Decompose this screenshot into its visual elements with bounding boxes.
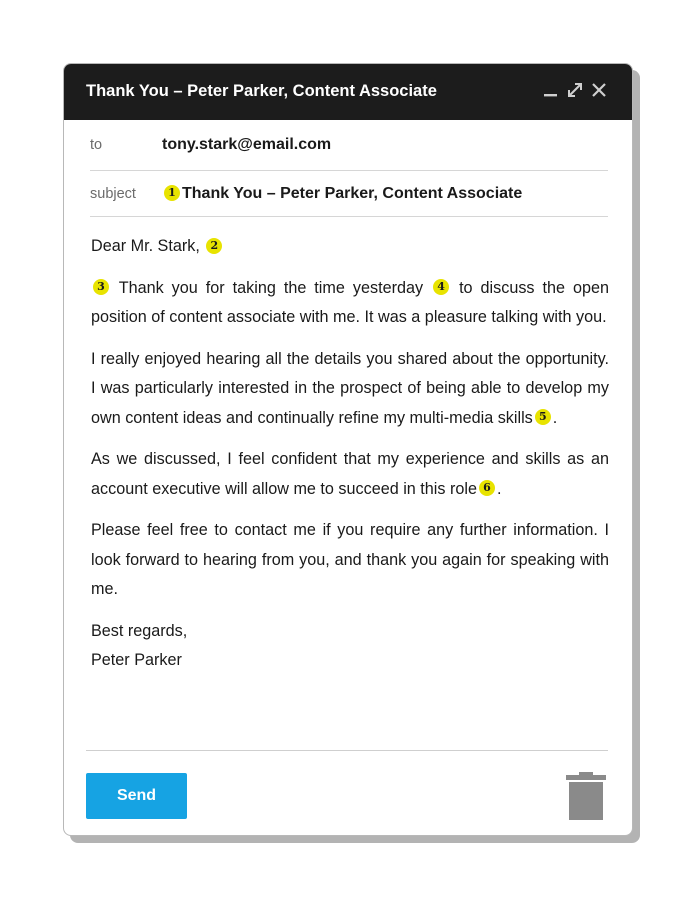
paragraph-3-end: . bbox=[497, 479, 502, 498]
minimize-icon[interactable] bbox=[542, 81, 560, 99]
paragraph-4 bbox=[91, 516, 609, 605]
message-body[interactable] bbox=[91, 232, 609, 688]
paragraph-3-text: As we discussed, I feel confident that my experience and skills as an account executive will allow me to succeed in this role bbox=[91, 450, 609, 498]
to-label: to bbox=[90, 137, 103, 153]
to-row[interactable] bbox=[90, 120, 608, 171]
subject-field[interactable] bbox=[162, 185, 522, 203]
trash-icon[interactable] bbox=[566, 772, 606, 820]
subject-row[interactable] bbox=[90, 172, 608, 217]
title-bar bbox=[64, 64, 632, 120]
footer-divider bbox=[86, 750, 608, 751]
paragraph-2-end: . bbox=[552, 408, 558, 427]
window-controls bbox=[542, 81, 608, 99]
annotation-badge: 2 bbox=[206, 238, 222, 254]
to-field[interactable]: tony.stark@email.com bbox=[162, 136, 332, 153]
subject-text: Thank You – Peter Parker, Content Associate bbox=[182, 185, 523, 202]
signature: Peter Parker bbox=[91, 651, 182, 669]
annotation-badge: 1 bbox=[164, 185, 180, 201]
send-button[interactable]: Send bbox=[86, 773, 187, 819]
annotation-badge: 4 bbox=[433, 279, 449, 295]
paragraph-1-part-2: to discuss the open position of content associate with me. It was a pleasure talking with you. bbox=[91, 278, 610, 326]
close-icon[interactable] bbox=[590, 81, 608, 99]
window-title: Thank You – Peter Parker, Content Associate bbox=[86, 82, 437, 100]
paragraph-4-text: Please feel free to contact me if you require any further information. I look forward to hearing from you, and thank you again for speaking with me. bbox=[91, 521, 609, 598]
compose-window bbox=[63, 63, 633, 836]
paragraph-1 bbox=[91, 274, 609, 333]
expand-icon[interactable] bbox=[566, 81, 584, 99]
closing-text: Best regards, bbox=[91, 621, 188, 640]
annotation-badge: 6 bbox=[479, 480, 495, 496]
subject-label: subject bbox=[90, 186, 136, 202]
greeting-text: Dear Mr. Stark, bbox=[91, 237, 200, 255]
paragraph-1-part-1: Thank you for taking the time yesterday bbox=[118, 278, 424, 297]
annotation-badge: 3 bbox=[93, 279, 109, 295]
closing-block bbox=[91, 617, 609, 676]
greeting-paragraph bbox=[91, 232, 609, 262]
paragraph-2 bbox=[91, 345, 609, 434]
annotation-badge: 5 bbox=[535, 409, 551, 425]
paragraph-3 bbox=[91, 445, 609, 504]
paragraph-2-text: I really enjoyed hearing all the details you shared about the opportunity. I was particularly interested in the prospect of being able to develop my own content ideas and continually refine my multi-media skills bbox=[91, 349, 609, 427]
